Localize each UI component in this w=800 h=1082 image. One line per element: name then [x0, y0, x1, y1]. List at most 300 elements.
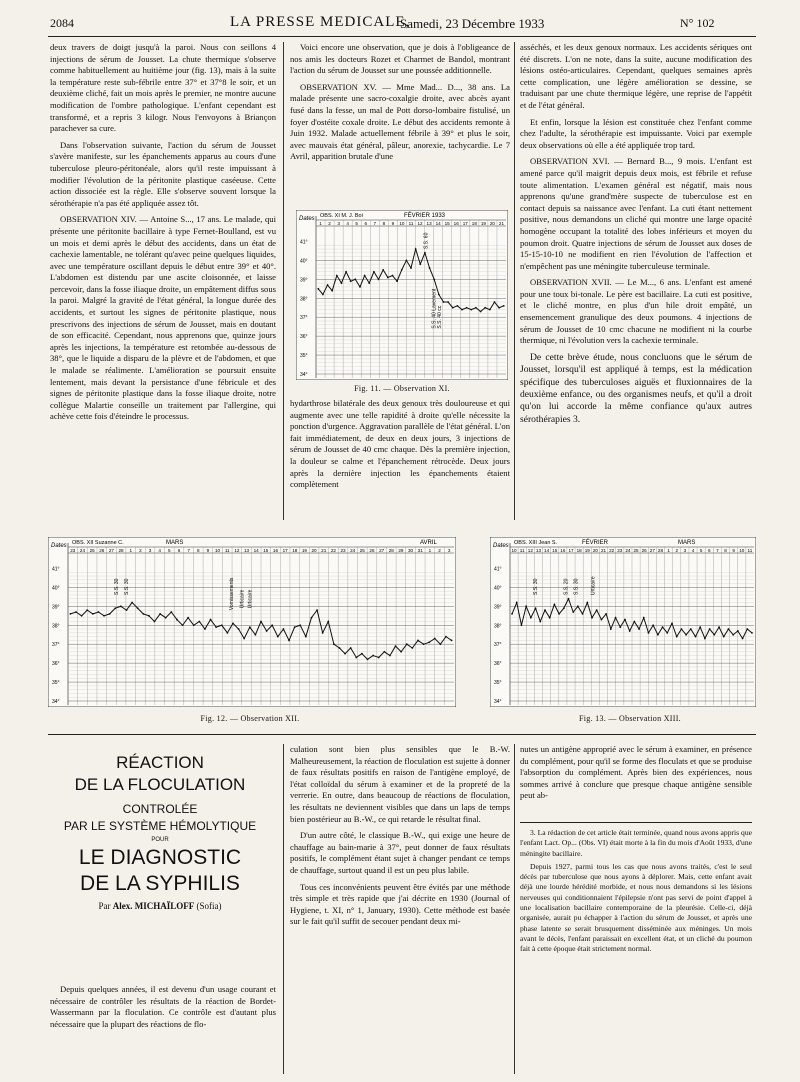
column-rule: [514, 744, 515, 1074]
data-point: [165, 617, 167, 619]
data-point: [350, 647, 352, 649]
day-tick-label: 17: [282, 548, 288, 553]
day-tick-label: 26: [641, 548, 647, 553]
data-point: [591, 617, 593, 619]
data-point: [204, 628, 206, 630]
day-tick-label: 22: [330, 548, 336, 553]
day-tick-label: 3: [683, 548, 687, 553]
data-point: [415, 248, 417, 250]
chart-annotation: S.S. 30: [123, 578, 130, 595]
data-point: [410, 267, 412, 269]
data-point: [443, 301, 445, 303]
data-point: [368, 282, 370, 284]
article-author: [40, 901, 280, 911]
day-tick-label: 26: [369, 548, 375, 553]
temp-tick-label: 37°: [52, 642, 60, 649]
data-point: [553, 604, 555, 606]
article-column-1: [50, 984, 276, 1035]
data-point: [713, 634, 715, 636]
day-tick-label: 20: [592, 548, 598, 553]
article-paragraph: culation sont bien plus sensibles que le B.-W. Malheureusement, la réaction de floculation est sujette à donner de faux résultats positifs en raison de l'antigène employé, de l'état colloïdal du sérum à examiner et de la propreté de la verrerie. En outre, dans beaucoup de réactions de floculation, les résultats ne deviennent visibles que dans un laps de temps bien postérieur au B.-W., ce qui retarde le résultat final.: [290, 744, 510, 824]
data-point: [662, 626, 664, 628]
data-point: [423, 643, 425, 645]
temp-tick-label: 37°: [494, 642, 502, 649]
data-point: [170, 611, 172, 613]
data-point: [718, 626, 720, 628]
data-point: [148, 615, 150, 617]
temp-tick-label: 34°: [300, 372, 308, 378]
data-point: [424, 252, 426, 254]
data-point: [198, 621, 200, 623]
article-title-line: PAR LE SYSTÈME HÉMOLYTIQUE: [63, 819, 257, 833]
data-point: [331, 290, 333, 292]
day-tick-label: 29: [398, 548, 404, 553]
day-tick-label: 3: [447, 548, 451, 553]
data-point: [226, 632, 228, 634]
dates-label: Dates: [51, 543, 67, 549]
data-point: [498, 307, 500, 309]
data-point: [361, 653, 363, 655]
day-tick-label: 31: [417, 548, 423, 553]
data-point: [470, 309, 472, 311]
data-point: [137, 607, 139, 609]
data-point: [544, 609, 546, 611]
data-point: [494, 301, 496, 303]
day-tick-label: 17: [462, 221, 468, 226]
month-label: FÉVRIER 1933: [404, 213, 446, 219]
data-point: [378, 278, 380, 280]
day-tick-label: 11: [519, 548, 525, 553]
article-title-line: LE DIAGNOSTIC: [78, 846, 242, 869]
day-tick-label: 25: [89, 548, 95, 553]
data-point: [142, 613, 144, 615]
figure-11: [296, 210, 508, 380]
col1-paragraph: Dans l'observation suivante, l'action du sérum de Jousset s'avère manifeste, sur les épanchements apparus au cours d'une tuberculose pleuro-péritonéale, alors qu'il reste impuissant à modifier l'évolution de la péritonite plastique caséeuse. Cette action dissociée est la règle. Elle s'observe souvent lorsque la sérothérapie n'a pas été appliquée assez tôt.: [50, 139, 276, 208]
column-3: [520, 42, 752, 431]
data-point: [489, 309, 491, 311]
data-point: [572, 611, 574, 613]
day-tick-label: 13: [243, 548, 250, 553]
data-point: [401, 269, 403, 271]
data-point: [516, 602, 518, 604]
temp-tick-label: 40°: [300, 258, 308, 265]
month-label: FÉVRIER: [582, 540, 609, 546]
col2-paragraph: Voici encore une observation, que je dois à l'obligeance de nos amis les docteurs Rozet et Charmet de Bandol, montrant l'action du sérum de Jousset sur une poussée additionnelle.: [290, 42, 510, 76]
column-rule: [283, 744, 284, 1074]
data-point: [704, 638, 706, 640]
day-tick-label: 1: [129, 548, 133, 553]
data-point: [316, 609, 318, 611]
month-label: AVRIL: [420, 540, 437, 546]
data-point: [288, 640, 290, 642]
col3-paragraph: OBSERVATION XVII. — Le M..., 6 ans. L'enfant est amené pour une toux bi-tonale. Le père est bacillaire. La cuti est positive, et le cliché montre, en plus d'un hile droit empâté, un ensemencement granulique des deux poumons. 4 injections de sérum de Jousset de 10 cmc chacune ne modifient ni la courbe thermique, ni l'évolution vers la cachexie terminale.: [520, 277, 752, 346]
temp-tick-label: 40°: [494, 585, 502, 592]
month-label: MARS: [166, 540, 184, 546]
data-point: [549, 617, 551, 619]
data-point: [484, 307, 486, 309]
day-tick-label: 28: [388, 548, 394, 553]
day-tick-label: 15: [444, 221, 450, 226]
data-point: [70, 613, 72, 615]
data-point: [629, 630, 631, 632]
chart-annotation: S.S. 40 cc: [436, 305, 443, 329]
day-tick-label: 24: [79, 548, 86, 553]
day-tick-label: 28: [657, 548, 664, 553]
day-tick-label: 4: [346, 221, 349, 226]
day-tick-label: 2: [675, 548, 679, 553]
day-tick-label: 7: [373, 221, 377, 226]
data-point: [417, 640, 419, 642]
day-tick-label: 2: [139, 548, 142, 553]
data-point: [615, 617, 617, 619]
chart-annotation: S.S. 60: [423, 232, 430, 250]
temp-tick-label: 41°: [494, 566, 502, 573]
temp-tick-label: 41°: [300, 239, 308, 246]
day-tick-label: 28: [118, 548, 124, 553]
author-prefix: Par: [98, 901, 111, 911]
data-point: [187, 617, 189, 619]
col2-paragraph: OBSERVATION XV. — Mme Mad... D..., 38 ans. La malade présente une sacro-coxalgie droite, avec abcès ayant fusé dans la fesse, un mal de Pott dorso-lombaire fistulisé, un foyer d'ostéite coxale droite. Le début des accidents remonte à Juin 1932. Malade actuellement fébrile à 39° et plus le soir, avec mauvais état général, pâleur, anorexie, tachycardie. Le 7 Avril, apparition brutale d'une: [290, 81, 510, 162]
day-tick-label: 18: [292, 548, 298, 553]
day-tick-label: 19: [301, 548, 307, 553]
data-point: [266, 630, 268, 632]
data-point: [690, 628, 692, 630]
chart-annotation: Urticaire: [247, 589, 254, 609]
data-point: [535, 607, 537, 609]
day-tick-label: 6: [707, 548, 711, 553]
data-point: [327, 621, 329, 623]
data-point: [367, 658, 369, 660]
temp-tick-label: 38°: [52, 623, 60, 630]
temp-tick-label: 35°: [52, 680, 60, 687]
data-point: [438, 294, 440, 296]
data-point: [447, 301, 449, 303]
day-tick-label: 1: [319, 221, 322, 226]
footnote-rule: [520, 822, 752, 823]
data-point: [695, 636, 697, 638]
figure-12-chart: [48, 537, 456, 707]
journal-title: LA PRESSE MEDICALE,: [230, 14, 411, 30]
author-city: (Sofia): [196, 901, 222, 911]
day-tick-label: 19: [584, 548, 590, 553]
day-tick-label: 20: [311, 548, 317, 553]
data-point: [671, 622, 673, 624]
data-point: [530, 617, 532, 619]
figure-13-caption: Fig. 13. — Observation XIII.: [579, 714, 681, 723]
data-point: [525, 605, 527, 607]
day-tick-label: 9: [732, 548, 735, 553]
chart-annotation: S.S. 30: [573, 578, 580, 595]
figure-12-caption: Fig. 12. — Observation XII.: [200, 714, 300, 723]
article-title-line: DE LA SYPHILIS: [80, 872, 240, 895]
day-tick-label: 30: [408, 548, 414, 553]
chart-annotation: S.S. 20: [563, 578, 570, 595]
data-point: [283, 628, 285, 630]
article-title-block: [40, 752, 280, 911]
col1-paragraph: deux travers de doigt jusqu'à la paroi. Nous con seillons 4 injections de sérum de Jousset. La chute thermique s'observe comme habituellement au huitième jour (fig. 13), mais à la suite la température reste sub-fébrile entre 37° et 37°8 le soir, et un deuxième cliché, fait un mois après le premier, ne montre aucune modification de l'ombre pathologique. L'enfant cependant est transformé, et a repris 3 kilogr. Nous l'envoyons à Briançon parachever sa cure.: [50, 42, 276, 134]
data-point: [428, 641, 430, 643]
day-tick-label: 10: [739, 548, 745, 553]
data-point: [742, 638, 744, 640]
article-column-3: [520, 744, 752, 807]
day-tick-label: 10: [511, 548, 517, 553]
day-tick-label: 9: [391, 221, 395, 226]
data-point: [643, 617, 645, 619]
day-tick-label: 18: [576, 548, 582, 553]
data-point: [277, 636, 279, 638]
data-point: [563, 607, 565, 609]
temp-tick-label: 36°: [494, 661, 502, 668]
data-point: [382, 269, 384, 271]
day-tick-label: 2: [438, 548, 441, 553]
day-tick-label: 1: [667, 548, 670, 553]
data-point: [131, 602, 133, 604]
data-point: [271, 624, 273, 626]
data-point: [383, 651, 385, 653]
data-point: [395, 645, 397, 647]
day-tick-label: 12: [527, 548, 533, 553]
temp-tick-label: 34°: [494, 699, 502, 705]
column-2: [290, 42, 510, 168]
chart-annotation: S.S. 30: [532, 578, 539, 595]
column-1: [50, 42, 276, 428]
data-point: [439, 643, 441, 645]
dates-label: Dates: [493, 543, 509, 549]
data-point: [521, 624, 523, 626]
temp-tick-label: 35°: [300, 353, 308, 360]
day-tick-label: 4: [691, 548, 695, 553]
col3-paragraph: OBSERVATION XVI. — Bernard B..., 9 mois. L'enfant est amené parce qu'il maigrit depuis deux mois, est fébrile et refuse toute alimentation. L'examen général est négatif, mais nous apprenons qu'une grand'mère suspecte de tuberculose est en contact depuis sa naissance avec l'enfant. La cuti étant nettement positive, nous demandons un cliché qui montre une large opacité homogène occupant la totalité des lobes inférieurs et moyen du poumon droit. Quatre injections de sérum de Jousset aux doses de 15-15-10-10 ne modifient en rien l'évolution de l'affection et n'empêchent pas une méningite tuberculeuse terminale.: [520, 156, 752, 271]
figure-13: [490, 537, 756, 707]
article-paragraph: D'un autre côté, le classique B.-W., qui exige une heure de chauffage au bain-marie à 37°, peut donner de faux résultats positifs, le complément étant sujet à changer pendant ce temps de chauffage, surtout quand il est un peu plus labile.: [290, 830, 510, 875]
data-point: [648, 632, 650, 634]
temp-tick-label: 39°: [494, 604, 502, 611]
day-tick-label: 3: [337, 221, 340, 226]
temp-tick-label: 41°: [52, 566, 60, 573]
data-point: [182, 624, 184, 626]
data-point: [109, 613, 111, 615]
day-tick-label: 4: [158, 548, 161, 553]
day-tick-label: 16: [453, 221, 459, 226]
data-point: [176, 619, 178, 621]
issue-date: Samedi, 23 Décembre 1933: [400, 16, 545, 31]
data-point: [126, 609, 128, 611]
day-tick-label: 10: [215, 548, 221, 553]
data-point: [400, 651, 402, 653]
temp-tick-label: 37°: [300, 315, 308, 322]
data-point: [746, 628, 748, 630]
footnote-paragraph: Depuis 1927, parmi tous les cas que nous avons traités, c'est le seul décès par tuberculose que nous ayons à déplorer. Mais, cette enfant avait déjà une lourde hérédité morbide, et nous nous demandons si les lésions nerveuses qui conditionnaient l'épilepsie n'ont pas servi de point d'appel à une localisation bacillaire contemporaine de la pleurésie. Celle-ci, déjà organisée, aurait pu échapper à l'action du sérum de Jousset, et après une phase latente se serait brusquement disséminée aux méninges. Un mois avant le décès, l'enfant paraissait en excellent état, et un cliché du poumon fait à cette époque était strictement normal.: [520, 861, 752, 954]
chart-annotation: S.S. 30: [114, 578, 121, 595]
temp-tick-label: 36°: [300, 334, 308, 341]
chart-annotation: Vomissements: [229, 577, 236, 611]
chart-annotation: S.S. 40 Lavement: [431, 288, 438, 329]
data-point: [511, 613, 513, 615]
data-point: [372, 655, 374, 657]
day-tick-label: 21: [321, 548, 327, 553]
day-tick-label: 13: [535, 548, 542, 553]
footnote: [520, 828, 752, 958]
day-tick-label: 16: [560, 548, 566, 553]
article-title-line: POUR: [151, 837, 169, 843]
data-point: [98, 611, 100, 613]
day-tick-label: 9: [206, 548, 210, 553]
day-tick-label: 8: [724, 548, 727, 553]
day-tick-label: 12: [234, 548, 240, 553]
data-point: [619, 626, 621, 628]
data-point: [461, 309, 463, 311]
data-point: [317, 288, 319, 290]
day-tick-label: 27: [379, 548, 385, 553]
data-point: [299, 624, 301, 626]
day-tick-label: 23: [70, 548, 76, 553]
data-point: [396, 280, 398, 282]
data-point: [751, 632, 753, 634]
temp-tick-label: 38°: [494, 623, 502, 630]
data-point: [638, 628, 640, 630]
article-title-line: CONTROLÉE: [122, 802, 198, 816]
day-tick-label: 19: [480, 221, 486, 226]
data-point: [387, 277, 389, 279]
data-point: [389, 655, 391, 657]
data-point: [359, 286, 361, 288]
data-point: [419, 263, 421, 265]
column-2-continued: [290, 398, 510, 496]
temp-tick-label: 40°: [52, 585, 60, 592]
data-point: [582, 613, 584, 615]
data-point: [120, 605, 122, 607]
day-tick-label: 14: [544, 548, 550, 553]
temp-tick-label: 34°: [52, 699, 60, 705]
data-point: [709, 628, 711, 630]
obs-label: OBS. XIII Jean S.: [514, 540, 558, 546]
figure-12: [48, 537, 456, 707]
article-title-line: RÉACTION: [116, 753, 204, 772]
day-tick-label: 15: [552, 548, 558, 553]
day-tick-label: 7: [187, 548, 190, 553]
day-tick-label: 5: [168, 548, 171, 553]
data-point: [103, 615, 105, 617]
issue-number: N° 102: [680, 16, 715, 30]
data-point: [350, 280, 352, 282]
data-point: [596, 609, 598, 611]
data-point: [610, 628, 612, 630]
data-point: [336, 275, 338, 277]
data-point: [392, 275, 394, 277]
data-point: [339, 647, 341, 649]
day-tick-label: 18: [471, 221, 477, 226]
data-point: [215, 626, 217, 628]
data-point: [737, 630, 739, 632]
day-tick-label: 14: [253, 548, 259, 553]
data-point: [238, 628, 240, 630]
data-point: [429, 267, 431, 269]
day-tick-label: 5: [699, 548, 703, 553]
temp-tick-label: 39°: [300, 277, 308, 284]
data-point: [451, 640, 453, 642]
column-rule: [283, 42, 284, 520]
data-point: [260, 621, 262, 623]
day-tick-label: 22: [609, 548, 615, 553]
article-title-line: DE LA FLOCULATION: [74, 775, 246, 794]
obs-label: OBS. XI M. J. Boi: [320, 213, 363, 219]
data-point: [456, 305, 458, 307]
section-rule: [48, 734, 756, 735]
col2-paragraph: hydarthrose bilatérale des deux genoux très douloureuse et qui augmente avec une telle rapidité à droite qu'elle nécessite la ponction d'urgence. Aggravation parallèle de l'état général. L'on fait immédiatement, de deux en deux jours, 3 injections de sérum de Jousset de 40 cmc chaque. Dès la première injection, la douleur se calme et l'épanchement rétrocède. Deux jours après la dernière injection les épanchements étaient complètement: [290, 398, 510, 490]
data-point: [341, 282, 343, 284]
data-point: [624, 619, 626, 621]
day-tick-label: 5: [355, 221, 358, 226]
data-point: [657, 634, 659, 636]
day-tick-label: 23: [340, 548, 346, 553]
day-tick-label: 6: [177, 548, 181, 553]
data-point: [311, 617, 313, 619]
data-point: [434, 638, 436, 640]
col3-paragraph: asséchés, et les deux genoux normaux. Les accidents sériques ont été discrets. L'on ne note, dans la suite, aucune modification des lésions ostéo-articulaires. Cependant, quelques semaines après cette complication, une légère amélioration se dessine, se traduisant par une chute thermique légère, une reprise de l'appétit et de l'état général.: [520, 42, 752, 110]
data-point: [344, 653, 346, 655]
chart-annotation: Urticaire: [590, 576, 597, 595]
data-point: [221, 624, 223, 626]
data-point: [243, 638, 245, 640]
data-point: [254, 634, 256, 636]
day-tick-label: 1: [428, 548, 432, 553]
data-point: [680, 628, 682, 630]
article-paragraph: Depuis quelques années, il est devenu d'un usage courant et nécessaire de contrôler les résultats de la réaction de Bordet-Wassermann par la floculation. Ce contrôle est d'autant plus nécessaire que la plupart des réactions de flo-: [50, 984, 276, 1029]
day-tick-label: 11: [747, 548, 753, 553]
data-point: [480, 311, 482, 313]
day-tick-label: 10: [399, 221, 405, 226]
data-point: [411, 647, 413, 649]
data-point: [249, 626, 251, 628]
day-tick-label: 3: [148, 548, 152, 553]
dates-label: Dates: [299, 216, 315, 222]
data-point: [445, 636, 447, 638]
data-point: [86, 609, 88, 611]
data-point: [666, 632, 668, 634]
data-point: [539, 621, 541, 623]
day-tick-label: 13: [426, 221, 432, 226]
data-point: [75, 611, 77, 613]
day-tick-label: 11: [408, 221, 414, 226]
chart-annotation: Urticaire: [239, 589, 246, 609]
data-point: [327, 284, 329, 286]
data-point: [322, 632, 324, 634]
data-point: [114, 607, 116, 609]
data-point: [433, 278, 435, 280]
data-point: [728, 628, 730, 630]
data-point: [732, 634, 734, 636]
data-point: [193, 624, 195, 626]
temp-tick-label: 39°: [52, 604, 60, 611]
col3-paragraph: Et enfin, lorsque la lésion est constituée chez l'enfant comme chez l'adulte, la sérothérapie est impuissante. Voici par exemple deux observations où elle a été appliquée trop tard.: [520, 116, 752, 150]
data-point: [676, 636, 678, 638]
day-tick-label: 20: [489, 221, 495, 226]
header-rule: [48, 36, 756, 37]
article-paragraph: nutes un antigène approprié avec le sérum à examiner, en présence du complément, pour qu'il se forme des floculats et que se produise l'absorption du complément. Après bien des expériences, nous sommes arrivé à conclure que presque chaque antigène sensible peut ab-: [520, 744, 752, 801]
day-tick-label: 25: [633, 548, 639, 553]
data-point: [232, 622, 234, 624]
day-tick-label: 12: [417, 221, 423, 226]
data-point: [81, 615, 83, 617]
col3-conclusion: De cette brève étude, nous concluons que le sérum de Jousset, lorsqu'il est appliqué à temps, est la médication spécifique des tuberculoses aiguës et fluxionnaires de la deuxième enfance, ou des organismes neufs, et qu'il a droit qu'on lui accorde la même confiance qu'aux autres sérothérapies 3.: [520, 351, 752, 425]
data-point: [210, 619, 212, 621]
data-point: [159, 613, 161, 615]
data-point: [601, 619, 603, 621]
data-point: [577, 605, 579, 607]
column-rule: [514, 42, 515, 520]
data-point: [373, 271, 375, 273]
figure-13-chart: [490, 537, 756, 707]
